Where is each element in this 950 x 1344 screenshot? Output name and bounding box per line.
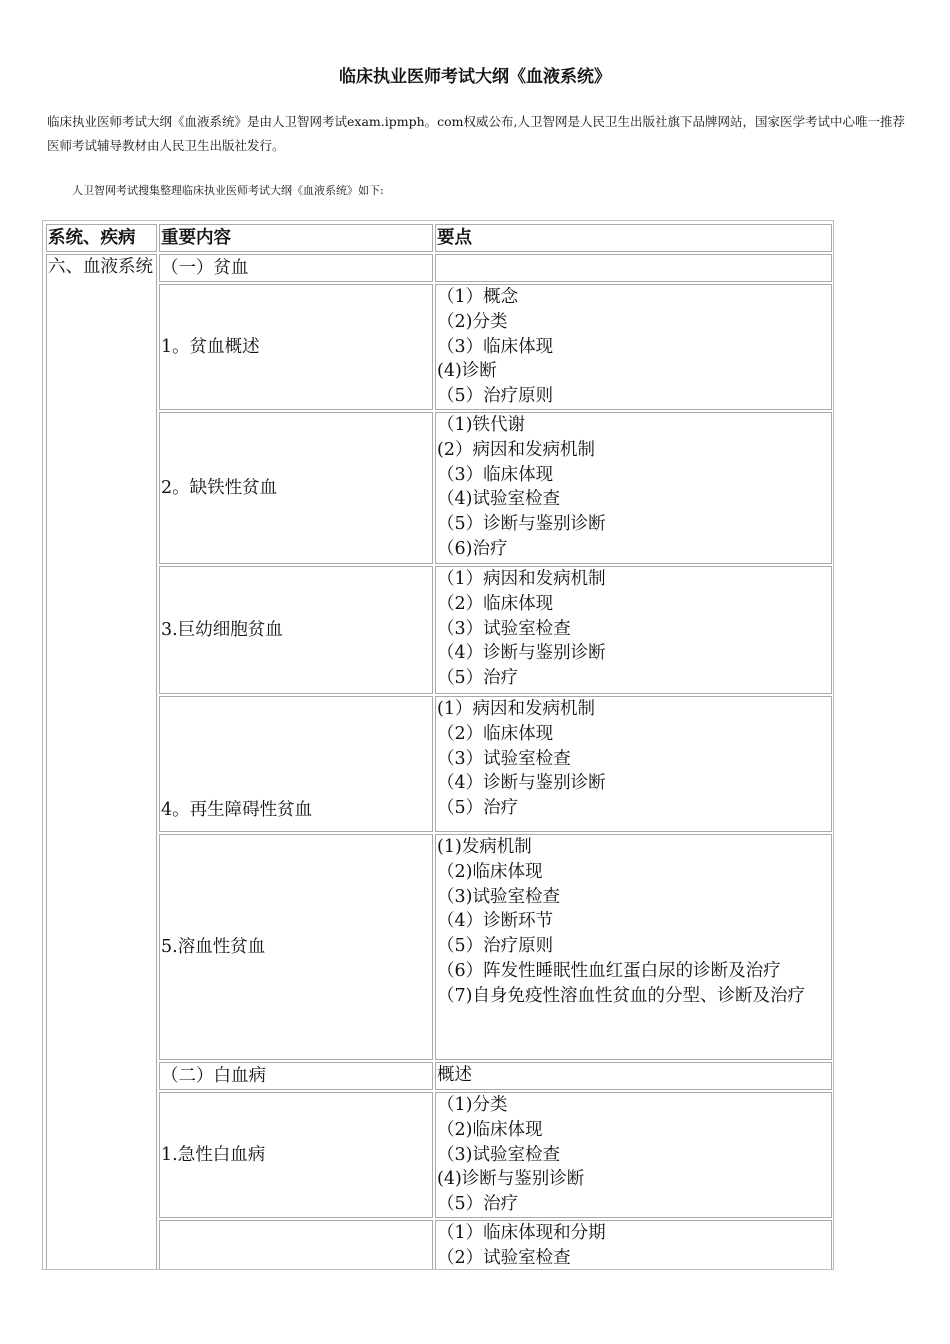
point-item: (1)发病机制 bbox=[437, 837, 532, 857]
table-row bbox=[46, 1062, 832, 1090]
content-cell: 1.急性白血病 bbox=[159, 1092, 433, 1218]
content-cell: 2。缺铁性贫血 bbox=[159, 412, 433, 564]
page-title: 临床执业医师考试大纲《血液系统》 bbox=[339, 67, 611, 87]
points-cell bbox=[435, 566, 832, 694]
content-cell: 5.溶血性贫血 bbox=[159, 834, 433, 1060]
content-cell: 3.巨幼细胞贫血 bbox=[159, 566, 433, 694]
point-item: （2）临床体现 bbox=[437, 723, 554, 744]
point-item: （5）治疗 bbox=[437, 798, 519, 819]
points-cell bbox=[435, 1220, 832, 1270]
points-cell bbox=[435, 254, 832, 282]
point-item: (4)诊断与鉴别诊断 bbox=[437, 1169, 585, 1190]
sub-intro: 人卫智网考试搜集整理临床执业医师考试大纲《血液系统》如下: bbox=[72, 184, 384, 197]
point-item: （4）诊断环节 bbox=[437, 911, 554, 932]
header-points: 要点 bbox=[435, 224, 832, 252]
point-item: （7)自身免疫性溶血性贫血的分型、诊断及治疗 bbox=[437, 985, 805, 1006]
point-item: (1）病因和发病机制 bbox=[437, 699, 595, 719]
point-item: （3)试验室检查 bbox=[437, 886, 560, 907]
content-cell: 4。再生障碍性贫血 bbox=[159, 696, 433, 832]
point-item: （2)临床体现 bbox=[437, 1119, 543, 1140]
point-item: （3）试验室检查 bbox=[437, 748, 571, 769]
table-row bbox=[46, 834, 832, 1060]
point-item: （1）病因和发病机制 bbox=[437, 569, 606, 589]
point-item: （2）试验室检查 bbox=[437, 1247, 571, 1268]
point-item: （5）治疗 bbox=[437, 1194, 519, 1215]
point-item: （4）诊断与鉴别诊断 bbox=[437, 643, 606, 664]
points-cell bbox=[435, 284, 832, 410]
point-item: （6)治疗 bbox=[437, 538, 508, 559]
points-cell bbox=[435, 1062, 832, 1090]
point-item: （6）阵发性睡眠性血红蛋白尿的诊断及治疗 bbox=[437, 960, 781, 981]
syllabus-table-frame bbox=[42, 220, 834, 1270]
table-row bbox=[46, 1092, 832, 1218]
syllabus-table bbox=[44, 222, 834, 1270]
point-item: （5）治疗 bbox=[437, 668, 519, 689]
system-cell: 六、血液系统 bbox=[46, 254, 157, 1270]
content-cell: （一）贫血 bbox=[159, 254, 433, 282]
table-row bbox=[46, 566, 832, 694]
table-row bbox=[46, 696, 832, 832]
point-item: （3)试验室检查 bbox=[437, 1144, 560, 1165]
content-cell bbox=[159, 1220, 433, 1270]
table-row bbox=[46, 412, 832, 564]
header-system: 系统、疾病 bbox=[46, 224, 157, 252]
point-item: （3）试验室检查 bbox=[437, 618, 571, 639]
point-item: （2)临床体现 bbox=[437, 861, 543, 882]
point-item: （3）临床体现 bbox=[437, 336, 554, 357]
points-cell bbox=[435, 834, 832, 1060]
point-item: （1)铁代谢 bbox=[437, 415, 525, 435]
table-row bbox=[46, 284, 832, 410]
point-item: （1）概念 bbox=[437, 287, 519, 307]
point-item: (2）病因和发病机制 bbox=[437, 439, 595, 460]
point-item: （5）治疗原则 bbox=[437, 386, 554, 407]
point-item: （5）治疗原则 bbox=[437, 936, 554, 957]
point-item: （5）诊断与鉴别诊断 bbox=[437, 514, 606, 535]
point-item: （1)分类 bbox=[437, 1095, 508, 1115]
points-cell bbox=[435, 696, 832, 832]
table-row bbox=[46, 1220, 832, 1270]
content-cell: 1。贫血概述 bbox=[159, 284, 433, 410]
points-cell bbox=[435, 412, 832, 564]
point-item: （2）临床体现 bbox=[437, 593, 554, 614]
table-header-row bbox=[46, 224, 832, 252]
point-item: （3）临床体现 bbox=[437, 464, 554, 485]
content-cell: （二）白血病 bbox=[159, 1062, 433, 1090]
table-row bbox=[46, 254, 832, 282]
points-cell bbox=[435, 1092, 832, 1218]
header-content: 重要内容 bbox=[159, 224, 433, 252]
point-item: （4）诊断与鉴别诊断 bbox=[437, 773, 606, 794]
point-item: （1）临床体现和分期 bbox=[437, 1223, 606, 1243]
point-item: 概述 bbox=[437, 1065, 472, 1085]
point-item: （2)分类 bbox=[437, 311, 508, 332]
point-item: (4)诊断 bbox=[437, 361, 497, 382]
point-item: （4)试验室检查 bbox=[437, 489, 560, 510]
intro-paragraph: 临床执业医师考试大纲《血液系统》是由人卫智网考试exam.ipmph。com权威公布,人卫智网是人民卫生出版社旗下品牌网站，国家医学考试中心唯一推荐医师考试辅导教材由人民卫生出版社发行。 bbox=[47, 114, 905, 153]
